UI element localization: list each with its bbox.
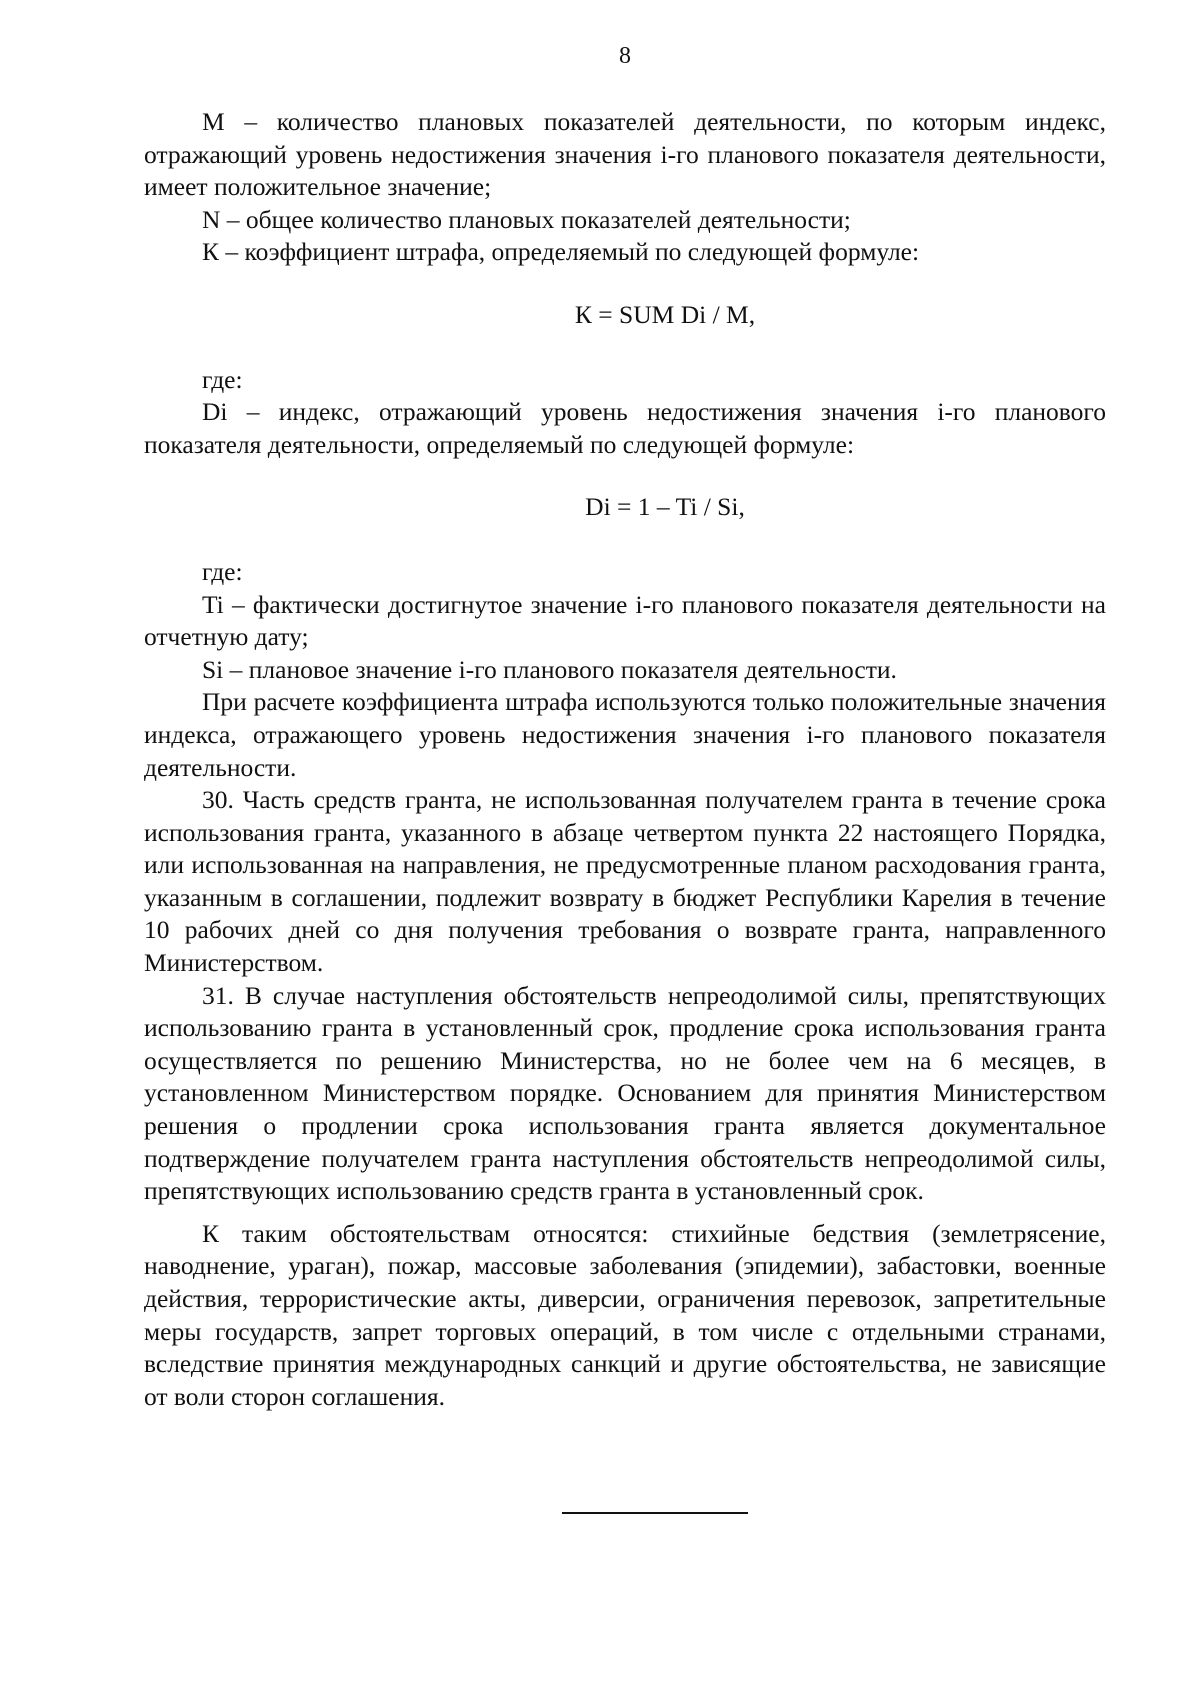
- end-of-document-rule: [562, 1512, 748, 1514]
- paragraph-item-30: 30. Часть средств гранта, не использованная получателем гранта в течение срока использования гранта, указанного в абзаце четвертом пункта 22 настоящего Порядка, или использованная на направления, не предусмотренные планом расходования гранта, указанным в соглашении, подлежит возврату в бюджет Республики Карелия в течение 10 рабочих дней со дня получения требования о возврате гранта, направленного Министерством.: [144, 785, 1106, 978]
- paragraph-k-definition: К – коэффициент штрафа, определяемый по следующей формуле:: [202, 237, 920, 267]
- where-label-2: где:: [202, 556, 243, 586]
- paragraph-item-31: 31. В случае наступления обстоятельств непреодолимой силы, препятствующих использованию гранта в установленный срок, продление срока использования гранта осуществляется по решению Министерства, но не более чем на 6 месяцев, в установленном Министерством порядке. Основанием для принятия Министерством решения о продлении срока использования гранта является документальное подтверждение получателем гранта наступления обстоятельств непреодолимой силы, препятствующих использованию средств гранта в установленный срок.: [144, 980, 1106, 1206]
- paragraph-positive-values-note: При расчете коэффициента штрафа используются только положительные значения индекса, отражающего уровень недостижения значения i-го планового показателя деятельности.: [144, 687, 1106, 782]
- paragraph-n-definition: N – общее количество плановых показателей деятельности;: [202, 204, 851, 234]
- paragraph-ti-definition: Ti – фактически достигнутое значение i-го планового показателя деятельности на отчетную дату;: [144, 589, 1106, 652]
- document-body: [144, 106, 1106, 1413]
- page-number: 8: [619, 43, 631, 69]
- formula-k: К = SUM Di / M,: [574, 299, 756, 329]
- paragraph-m-definition: M – количество плановых показателей деятельности, по которым индекс, отражающий уровень недостижения значения i-го планового показателя деятельности, имеет положительное значение;: [144, 107, 1106, 202]
- paragraph-force-majeure: К таким обстоятельствам относятся: стихийные бедствия (землетрясение, наводнение, ураган), пожар, массовые заболевания (эпидемии), забастовки, военные действия, террористические акты, диверсии, ограничения перевозок, запретительные меры государств, запрет торговых операций, в том числе с отдельными странами, вследствие принятия международных санкций и другие обстоятельства, не зависящие от воли сторон соглашения.: [144, 1218, 1106, 1411]
- formula-di: Di = 1 – Ti / Si,: [585, 492, 745, 522]
- where-label-1: где:: [202, 364, 243, 394]
- paragraph-si-definition: Si – плановое значение i-го планового показателя деятельности.: [202, 654, 897, 684]
- paragraph-di-definition: Di – индекс, отражающий уровень недостижения значения i-го планового показателя деятельности, определяемый по следующей формуле:: [144, 397, 1106, 459]
